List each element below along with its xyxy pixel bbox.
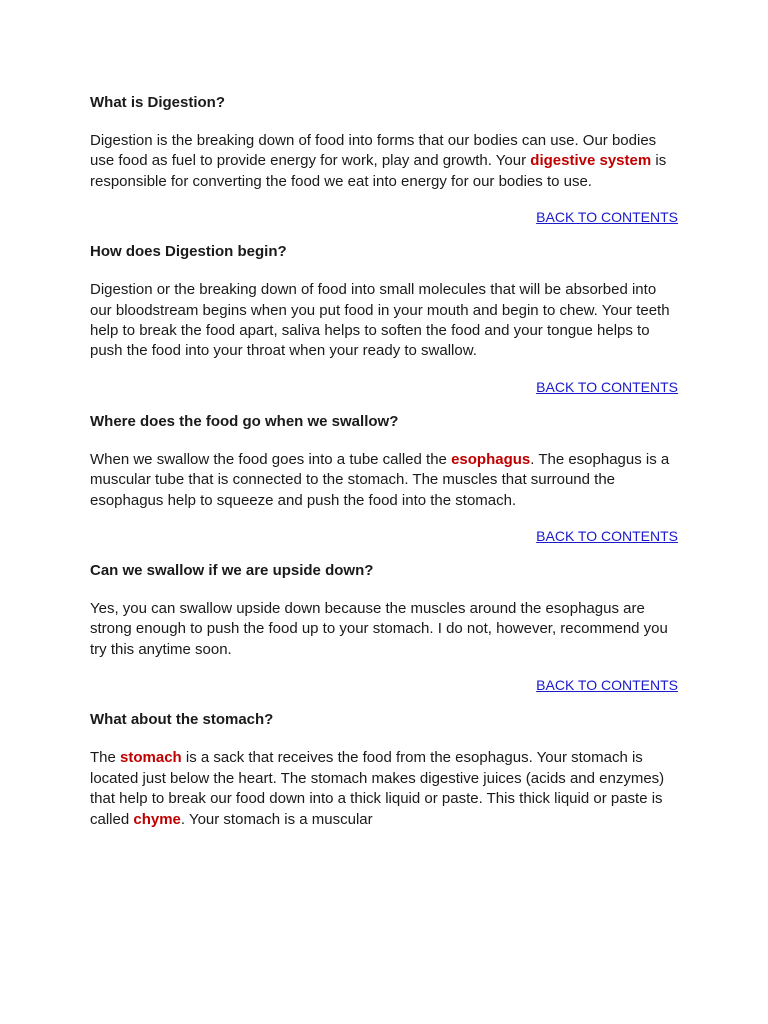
section-what-is-digestion <box>90 93 680 226</box>
highlighted-term: digestive system <box>530 152 652 170</box>
paragraph-text: . Your stomach is a muscular <box>180 810 373 828</box>
back-to-contents-link[interactable]: BACK TO CONTENTS <box>536 528 678 545</box>
highlighted-term: esophagus <box>451 450 531 468</box>
back-to-contents-link[interactable]: BACK TO CONTENTS <box>536 209 678 226</box>
document-page <box>90 93 680 846</box>
paragraph-text: Digestion or the breaking down of food into small molecules that will be absorbed into our bloodstream begins when you put food in your mouth and begin to chew. Your teeth help to break the food apart, saliva helps to soften the food and your tongue helps to push the food into your throat when your ready to swallow. <box>90 281 670 360</box>
section-paragraph <box>90 280 680 362</box>
section-paragraph <box>90 131 680 192</box>
section-paragraph <box>90 450 680 511</box>
section-paragraph <box>90 599 680 660</box>
section-where-food-goes <box>90 412 680 545</box>
highlighted-term: chyme <box>133 810 181 828</box>
back-to-contents-link[interactable]: BACK TO CONTENTS <box>536 677 678 694</box>
section-heading: How does Digestion begin? <box>90 243 287 261</box>
paragraph-text: Digestion is the breaking down of food into forms that our bodies can use. Our bodies use food as fuel to provide energy for work, play and growth. Your <box>90 132 657 170</box>
paragraph-text: . The esophagus is a muscular tube that is connected to the stomach. The muscles that surround the esophagus help to squeeze and push the food into the stomach. <box>90 450 670 509</box>
section-heading: What about the stomach? <box>90 711 274 729</box>
section-how-digestion-begins <box>90 242 680 396</box>
section-heading: What is Digestion? <box>90 94 225 111</box>
highlighted-term: stomach <box>120 749 182 767</box>
section-heading: Where does the food go when we swallow? <box>90 412 399 430</box>
section-stomach <box>90 710 680 830</box>
paragraph-text: Yes, you can swallow upside down because the muscles around the esophagus are strong enough to push the food up to your stomach. I do not, however, recommend you try this anytime soon. <box>90 600 668 658</box>
paragraph-text: When we swallow the food goes into a tube called the <box>90 450 452 468</box>
section-heading: Can we swallow if we are upside down? <box>90 562 374 580</box>
back-to-contents-link[interactable]: BACK TO CONTENTS <box>536 378 678 395</box>
paragraph-text: is a sack that receives the food from the esophagus. Your stomach is located just below the heart. The stomach makes digestive juices (acids and enzymes) that help to break our food down into a thick liquid or paste. This thick liquid or paste is called <box>90 749 665 828</box>
paragraph-text: is responsible for converting the food we eat into energy for our bodies to use. <box>90 152 667 190</box>
section-upside-down <box>90 561 680 694</box>
paragraph-text: The <box>90 749 121 767</box>
section-paragraph <box>90 748 680 830</box>
